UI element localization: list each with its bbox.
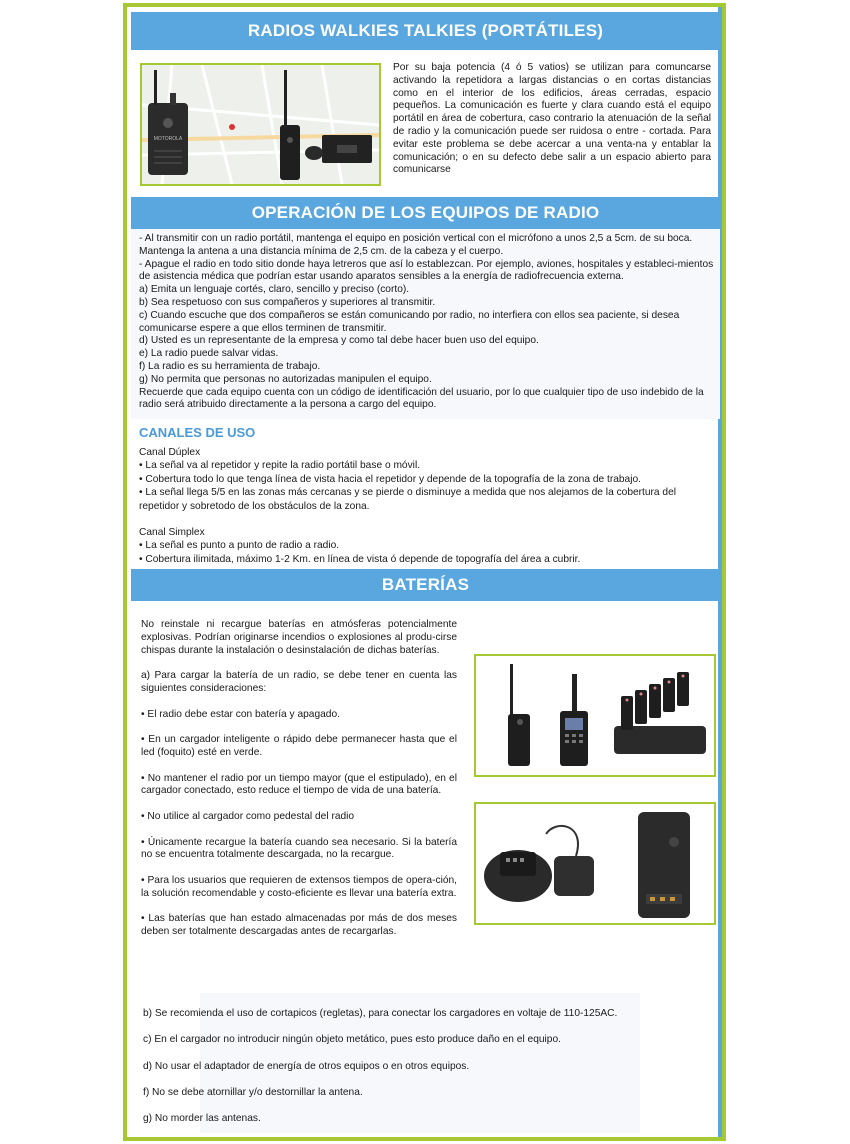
- intro-image: [140, 63, 381, 186]
- simplex-line: • La señal es punto a punto de radio a radio.: [139, 540, 340, 552]
- duplex-line: • La señal va al repetidor y repite la radio portátil base o móvil.: [139, 460, 421, 472]
- duplex-line: • Cobertura todo lo que tenga línea de vista hacia el repetidor y depende de la topografía de la zona de trabajo.: [139, 473, 641, 485]
- battery-paragraph: • Para los usuarios que requieren de extensos tiempos de opera-ción, la solución recomendable y costo-eficiente es llevar una batería extra.: [141, 874, 457, 899]
- charger-battery-illustration: [476, 804, 714, 923]
- duplex-line: Canal Dúplex: [139, 447, 201, 458]
- battery-paragraph: • Las baterías que han estado almacenadas por más de dos meses deben ser totalmente descargadas antes de recargarlas.: [141, 913, 457, 938]
- charger-battery-image: [474, 802, 716, 925]
- radios-charger-image: [474, 654, 716, 777]
- batteries-list: [141, 619, 457, 952]
- section-title-batteries: BATERÍAS: [131, 569, 720, 601]
- battery-paragraph: • No utilice al cargador como pedestal del radio: [141, 810, 355, 822]
- battery-more-line: f) No se debe atornillar y/o destornillar la antena.: [143, 1086, 363, 1098]
- simplex-line: • Cobertura ilimitada, máximo 1-2 Km. en línea de vista ó depende de topografía del área a cubrir.: [139, 553, 581, 565]
- battery-paragraph: • En un cargador inteligente o rápido debe permanecer hasta que el led (foquito) esté en verde.: [141, 734, 457, 758]
- operation-line: e) La radio puede salvar vidas.: [139, 348, 279, 360]
- radio-map-illustration: [142, 65, 379, 184]
- operation-line: - Al transmitir con un radio portátil, mantenga el equipo en posición vertical con el micrófono a unos 2,5 a 5cm. de su boca. Mantenga la antena a una distancia mínima de 2,5 cm. de la cabeza y el cuerpo.: [139, 233, 693, 257]
- operation-line: b) Sea respetuoso con sus compañeros y superiores al transmitir.: [139, 296, 436, 308]
- battery-paragraph: a) Para cargar la batería de un radio, se debe tener en cuenta las siguientes consideraciones:: [141, 670, 457, 694]
- battery-more-line: b) Se recomienda el uso de cortapicos (regletas), para conectar los cargadores en voltaje de 110-125AC.: [143, 1008, 618, 1019]
- battery-paragraph: • Únicamente recargue la batería cuando sea necesario. Si la batería no se encuentra totalmente descargada, no la recargue.: [141, 836, 457, 861]
- section-title-operation: OPERACIÓN DE LOS EQUIPOS DE RADIO: [131, 197, 720, 229]
- section-title-walkies: RADIOS WALKIES TALKIES (PORTÁTILES): [131, 12, 720, 50]
- intro-logo-text: MOTOROLA: [153, 136, 183, 142]
- operation-line: d) Usted es un representante de la empresa y como tal debe hacer buen uso del equipo.: [139, 335, 539, 347]
- spacer: [139, 513, 719, 526]
- operation-line: f) La radio es su herramienta de trabajo.: [139, 360, 321, 372]
- battery-more-line: c) En el cargador no introducir ningún objeto metático, pues esto produce daño en el equipo.: [143, 1034, 561, 1046]
- battery-more-line: g) No morder las antenas.: [143, 1113, 261, 1125]
- operation-line: a) Emita un lenguaje cortés, claro, sencillo y preciso (corto).: [139, 284, 410, 296]
- batteries-more-list: [143, 1008, 703, 1139]
- battery-more-line: d) No usar el adaptador de energía de otros equipos o en otros equipos.: [143, 1060, 470, 1072]
- operation-line: Recuerde que cada equipo cuenta con un código de identificación del usuario, por lo que cualquier tipo de uso indebido de la radio será atribuido directamente a la persona a cargo del equipo.: [139, 386, 704, 411]
- operation-line: c) Cuando escuche que dos compañeros se están comunicando por radio, no interfiera con ellos sea paciente, si desea comunicarse espere a que ellos terminen de transmitir.: [139, 309, 680, 334]
- duplex-line: • La señal llega 5/5 en las zonas más cercanas y se pierde o disminuye a medida que nos alejamos de la cobertura del repetidor y sobretodo de los obstáculos de la zona.: [139, 487, 677, 512]
- battery-paragraph: • El radio debe estar con batería y apagado.: [141, 708, 340, 720]
- operation-line: - Apague el radio en todo sitio donde haya letreros que así lo establezcan. Por ejemplo, aviones, hospitales y estableci-mientos de asistencia médica que podrían estar usando aparatos sensibles a la energía de radiofrecuencia externa.: [139, 258, 714, 283]
- battery-paragraph: • No mantener el radio por un tiempo mayor (que el estipulado), en el cargador conectado, esto reduce el tiempo de vida de una batería.: [141, 772, 457, 797]
- channels-list: [139, 446, 719, 566]
- radios-illustration: [476, 656, 714, 775]
- simplex-line: Canal Simplex: [139, 527, 205, 539]
- channels-subtitle: CANALES DE USO: [139, 425, 256, 440]
- operation-list: [139, 233, 719, 412]
- battery-paragraph: No reinstale ni recargue baterías en atmósferas potencialmente explosivas. Podrían originarse incendios o explosiones al produ-cirse chispas durante la instalación o desinstalación de dichas baterías.: [141, 619, 457, 656]
- operation-line: g) No permita que personas no autorizadas manipulen el equipo.: [139, 373, 432, 385]
- intro-paragraph: Por su baja potencia (4 ó 5 vatios) se utilizan para comuncarse activando la repetidora a largas distancias o en cortas distancias como en el interior de los edificios, áreas cerradas, espacio pequeños. La comunicación es fuerte y clara cuando está el equipo portátil en área de cobertura, caso contrario la atenuación de la señal de radio y la comunicación puede ser ruidosa o entre - cortada. Para evitar este problema se debe acercar a una venta-na y entablar la comunicación; o en su defecto debe salir a un espacio abierto para comunicarse: [393, 62, 711, 176]
